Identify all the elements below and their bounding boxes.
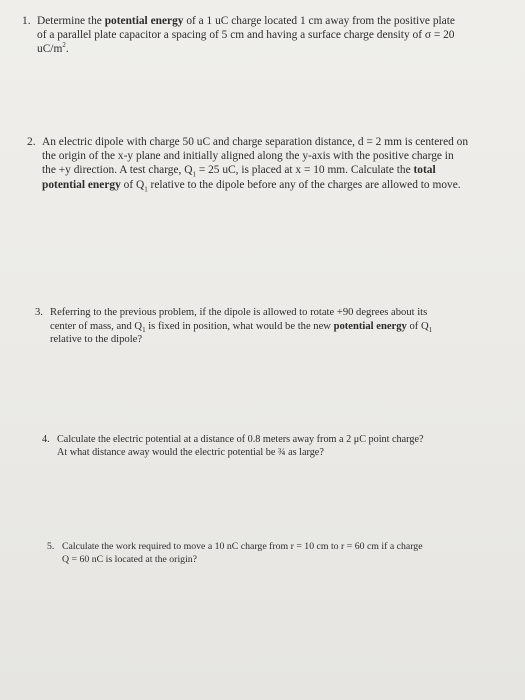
text-run: At what distance away would the electric potential be ¾ as large?: [57, 447, 324, 459]
question-line: [57, 433, 467, 446]
question-text: [37, 14, 507, 57]
question-line: [42, 135, 507, 149]
superscript: 2: [62, 41, 66, 50]
text-run: of Q: [406, 320, 429, 332]
subscript: 1: [192, 170, 196, 179]
text-run: of Q: [120, 178, 145, 191]
question-5: [47, 540, 472, 566]
text-run: Q = 60 nC is located at the origin?: [62, 554, 198, 566]
question-line: [37, 28, 507, 42]
subscript: 1: [144, 184, 148, 193]
question-2: [27, 135, 507, 193]
question-3: [35, 306, 480, 347]
text-run: uC/m: [37, 43, 63, 56]
question-line: [42, 178, 507, 192]
text-run: relative to the dipole?: [50, 334, 143, 346]
question-line: [50, 320, 480, 334]
text-run: center of mass, and Q: [50, 320, 143, 332]
question-line: [50, 333, 480, 347]
question-1: [22, 14, 507, 57]
text-run: is fixed in position, what would be the new: [145, 320, 334, 332]
text-run: of a 1 uC charge located 1 cm away from the positive plate: [183, 15, 455, 27]
text-run: the origin of the x-y plane and initially aligned along the y-axis with the positive charge in: [42, 150, 454, 163]
text-run: .: [65, 43, 69, 56]
question-line: [37, 14, 507, 28]
bold-term: potential energy: [104, 15, 184, 27]
text-run: Referring to the previous problem, if the dipole is allowed to rotate +90 degrees about its: [50, 307, 428, 318]
question-number: 5.: [47, 541, 55, 552]
question-line: [57, 446, 467, 459]
question-line: [42, 163, 507, 177]
text-run: of a parallel plate capacitor a spacing of 5 cm and having a surface charge density of σ = 20: [37, 29, 455, 42]
subscript: 1: [428, 325, 433, 334]
text-run: Determine the: [37, 15, 105, 27]
text-run: Calculate the electric potential at a distance of 0.8 meters away from a 2 μC point charge?: [57, 434, 424, 445]
question-text: [57, 433, 467, 460]
question-line: [42, 149, 507, 163]
question-number: 4.: [42, 434, 50, 445]
question-4: [42, 433, 467, 460]
question-text: [42, 135, 507, 192]
text-run: the +y direction. A test charge, Q: [42, 164, 193, 177]
question-number: 3.: [35, 307, 43, 318]
question-line: [50, 306, 480, 320]
question-line: [62, 540, 472, 553]
question-text: [62, 540, 472, 566]
text-run: Calculate the work required to move a 10 nC charge from r = 10 cm to r = 60 cm if a charge: [62, 541, 423, 552]
question-number: 1.: [22, 15, 31, 27]
question-line: [37, 42, 507, 56]
question-text: [50, 306, 480, 347]
question-line: [62, 553, 472, 566]
question-number: 2.: [27, 136, 36, 148]
text-run: An electric dipole with charge 50 uC and charge separation distance, d = 2 mm is centered on: [42, 136, 469, 148]
text-run: relative to the dipole before any of the charges are allowed to move.: [147, 178, 461, 191]
text-run: = 25 uC, is placed at x = 10 mm. Calculate the: [195, 164, 414, 177]
bold-term: total: [413, 164, 436, 177]
bold-term: potential energy: [333, 320, 407, 332]
subscript: 1: [142, 325, 146, 334]
bold-term: potential energy: [42, 178, 121, 191]
